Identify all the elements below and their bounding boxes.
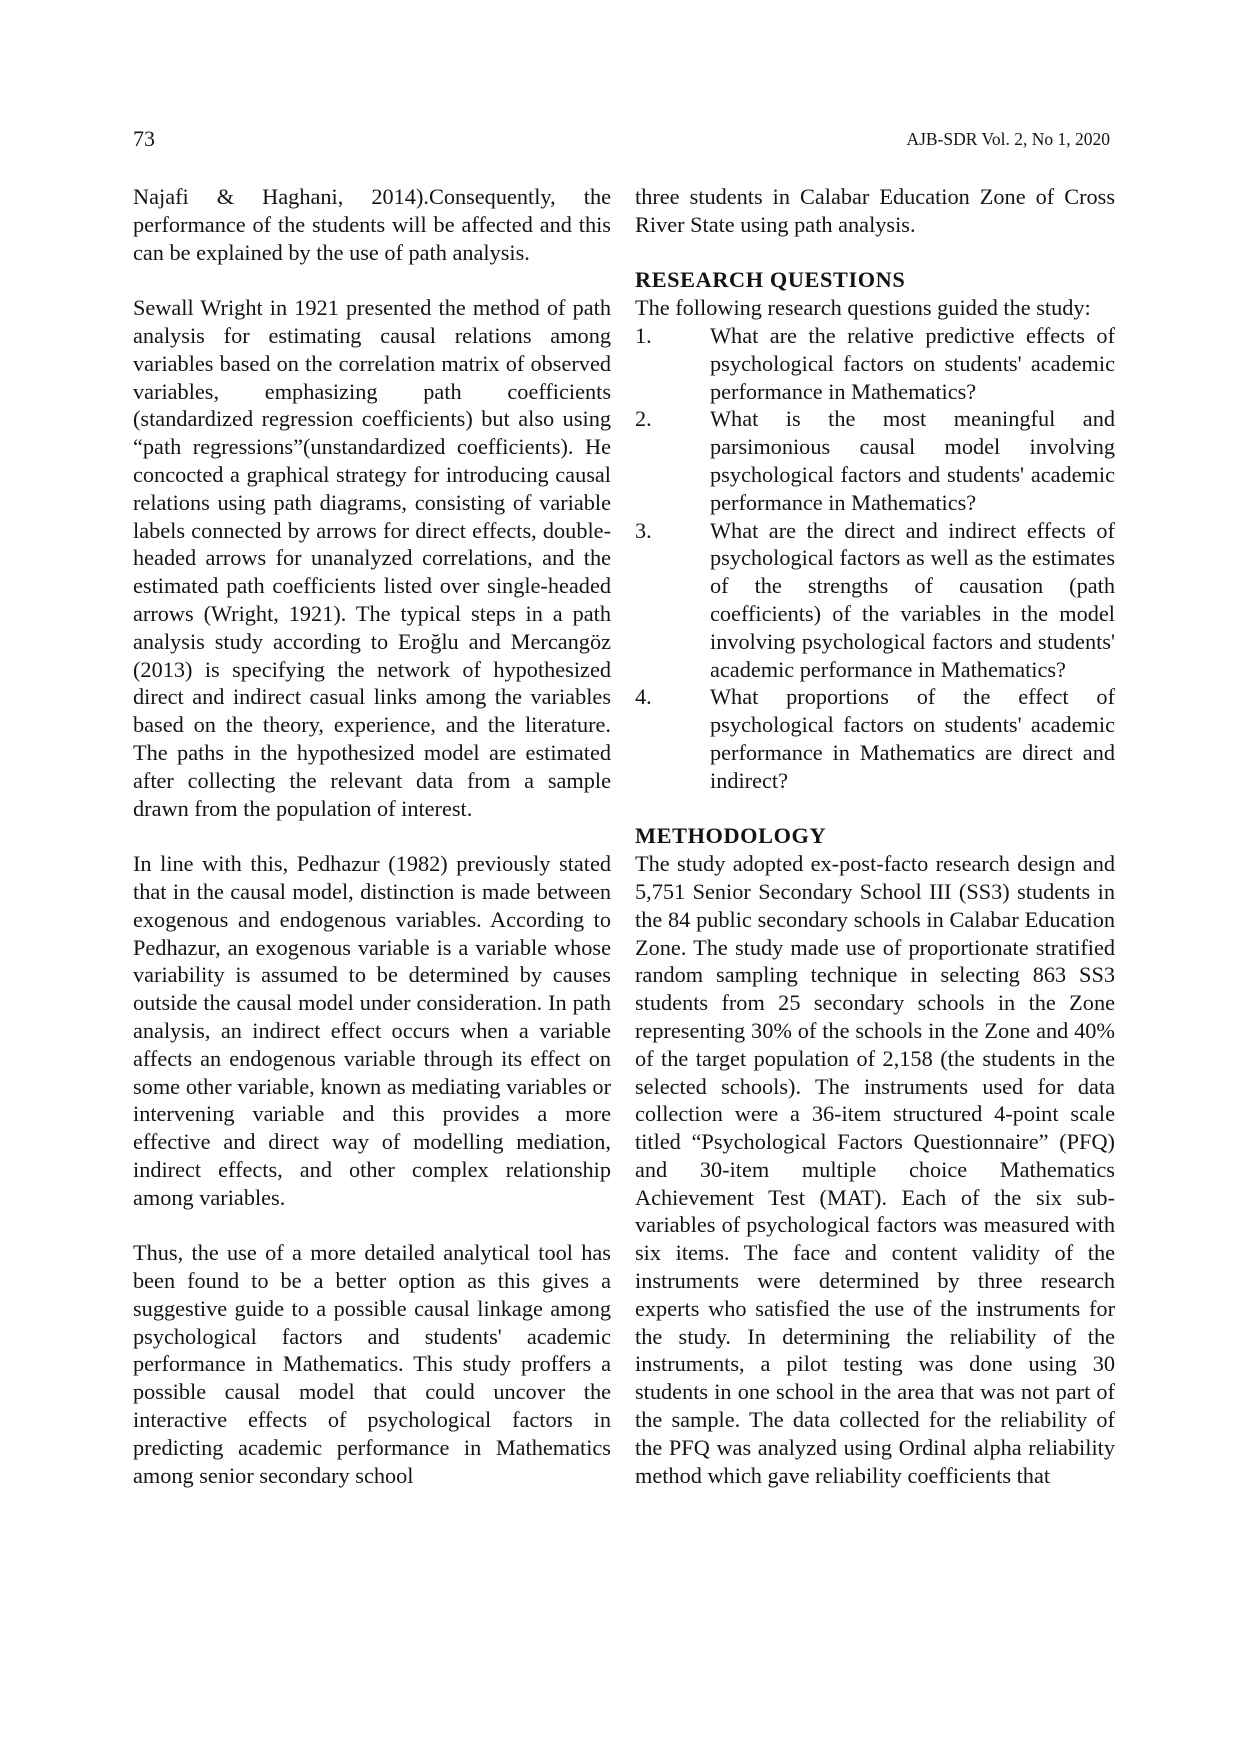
paragraph-study-purpose: Thus, the use of a more detailed analytical tool has been found to be a better option as this gives a suggestive guide to a possible causal linkage among psychological factors and students' academic performance in Mathematics. This study proffers a possible causal model that could uncover the interactive effects of psychological factors in predicting academic performance in Mathematics among senior secondary school (133, 1240, 611, 1488)
paragraph-sewall-wright: Sewall Wright in 1921 presented the method of path analysis for estimating causal relations among variables based on the correlation matrix of observed variables, emphasizing path coefficients (standardized regression coefficients) but also using “path regressions”(unstandardized coefficients). He concocted a graphical strategy for introducing causal relations using path diagrams, consisting of variable labels connected by arrows for direct effects, double-headed arrows for unanalyzed correlations, and the estimated path coefficients listed over single-headed arrows (Wright, 1921). The typical steps in a path analysis study according to Eroğlu and Mercangöz (2013) is specifying the network of hypothesized direct and indirect casual links among the variables based on the theory, experience, and the literature. The paths in the hypothesized model are estimated after collecting the relevant data from a sample drawn from the population of interest. (133, 295, 611, 821)
research-question-item (635, 322, 1115, 405)
methodology-heading: METHODOLOGY (635, 823, 827, 849)
research-question-item (635, 405, 1115, 516)
research-questions-list (635, 322, 1115, 795)
research-question-item (635, 683, 1115, 794)
methodology-paragraph: The study adopted ex-post-facto research design and 5,751 Senior Secondary School III (SS3) students in the 84 public secondary schools in Calabar Education Zone. The study made use of proportionate stratified random sampling technique in selecting 863 SS3 students from 25 secondary schools in the Zone representing 30% of the schools in the Zone and 40% of the target population of 2,158 (the students in the selected schools). The instruments used for data collection were a 36-item structured 4-point scale titled “Psychological Factors Questionnaire” (PFQ) and 30-item multiple choice Mathematics Achievement Test (MAT). Each of the six sub-variables of psychological factors was measured with six items. The face and content validity of the instruments were determined by three research experts who satisfied the use of the instruments for the study. In determining the reliability of the instruments, a pilot testing was done using 30 students in one school in the area that was not part of the sample. The data collected for the reliability of the PFQ was analyzed using Ordinal alpha reliability method which gave reliability coefficients that (635, 851, 1115, 1488)
left-column (133, 183, 611, 1489)
right-column (635, 183, 1115, 1489)
question-text: What is the most meaningful and parsimonious causal model involving psychological factors and students' academic performance in Mathematics? (710, 406, 1115, 515)
question-number: 1. (635, 322, 652, 348)
question-text: What proportions of the effect of psychological factors on students' academic performance in Mathematics are direct and indirect? (710, 684, 1115, 793)
question-text: What are the relative predictive effects of psychological factors on students' academic performance in Mathematics? (710, 322, 1115, 404)
research-question-item (635, 517, 1115, 684)
question-number: 2. (635, 406, 652, 432)
paragraph-continuation: three students in Calabar Education Zone of Cross River State using path analysis. (635, 184, 1115, 237)
question-number: 3. (635, 517, 652, 543)
paragraph-pedhazur: In line with this, Pedhazur (1982) previously stated that in the causal model, distinction is made between exogenous and endogenous variables. According to Pedhazur, an exogenous variable is a variable whose variability is assumed to be determined by causes outside the causal model under consideration. In path analysis, an indirect effect occurs when a variable affects an endogenous variable through its effect on some other variable, known as mediating variables or intervening variable and this provides a more effective and direct way of modelling mediation, indirect effects, and other complex relationship among variables. (133, 851, 611, 1210)
question-text: What are the direct and indirect effects of psychological factors as well as the estimates of the strengths of causation (path coefficients) of the variables in the model involving psychological factors and students' academic performance in Mathematics? (710, 517, 1115, 682)
paragraph-path-analysis-intro: Najafi & Haghani, 2014).Consequently, the performance of the students will be affected and this can be explained by the use of path analysis. (133, 184, 611, 265)
journal-running-head: AJB-SDR Vol. 2, No 1, 2020 (906, 129, 1110, 149)
research-questions-heading: RESEARCH QUESTIONS (635, 267, 906, 293)
question-number: 4. (635, 684, 652, 710)
page-number: 73 (133, 126, 155, 151)
research-questions-lead: The following research questions guided the study: (635, 295, 1091, 321)
